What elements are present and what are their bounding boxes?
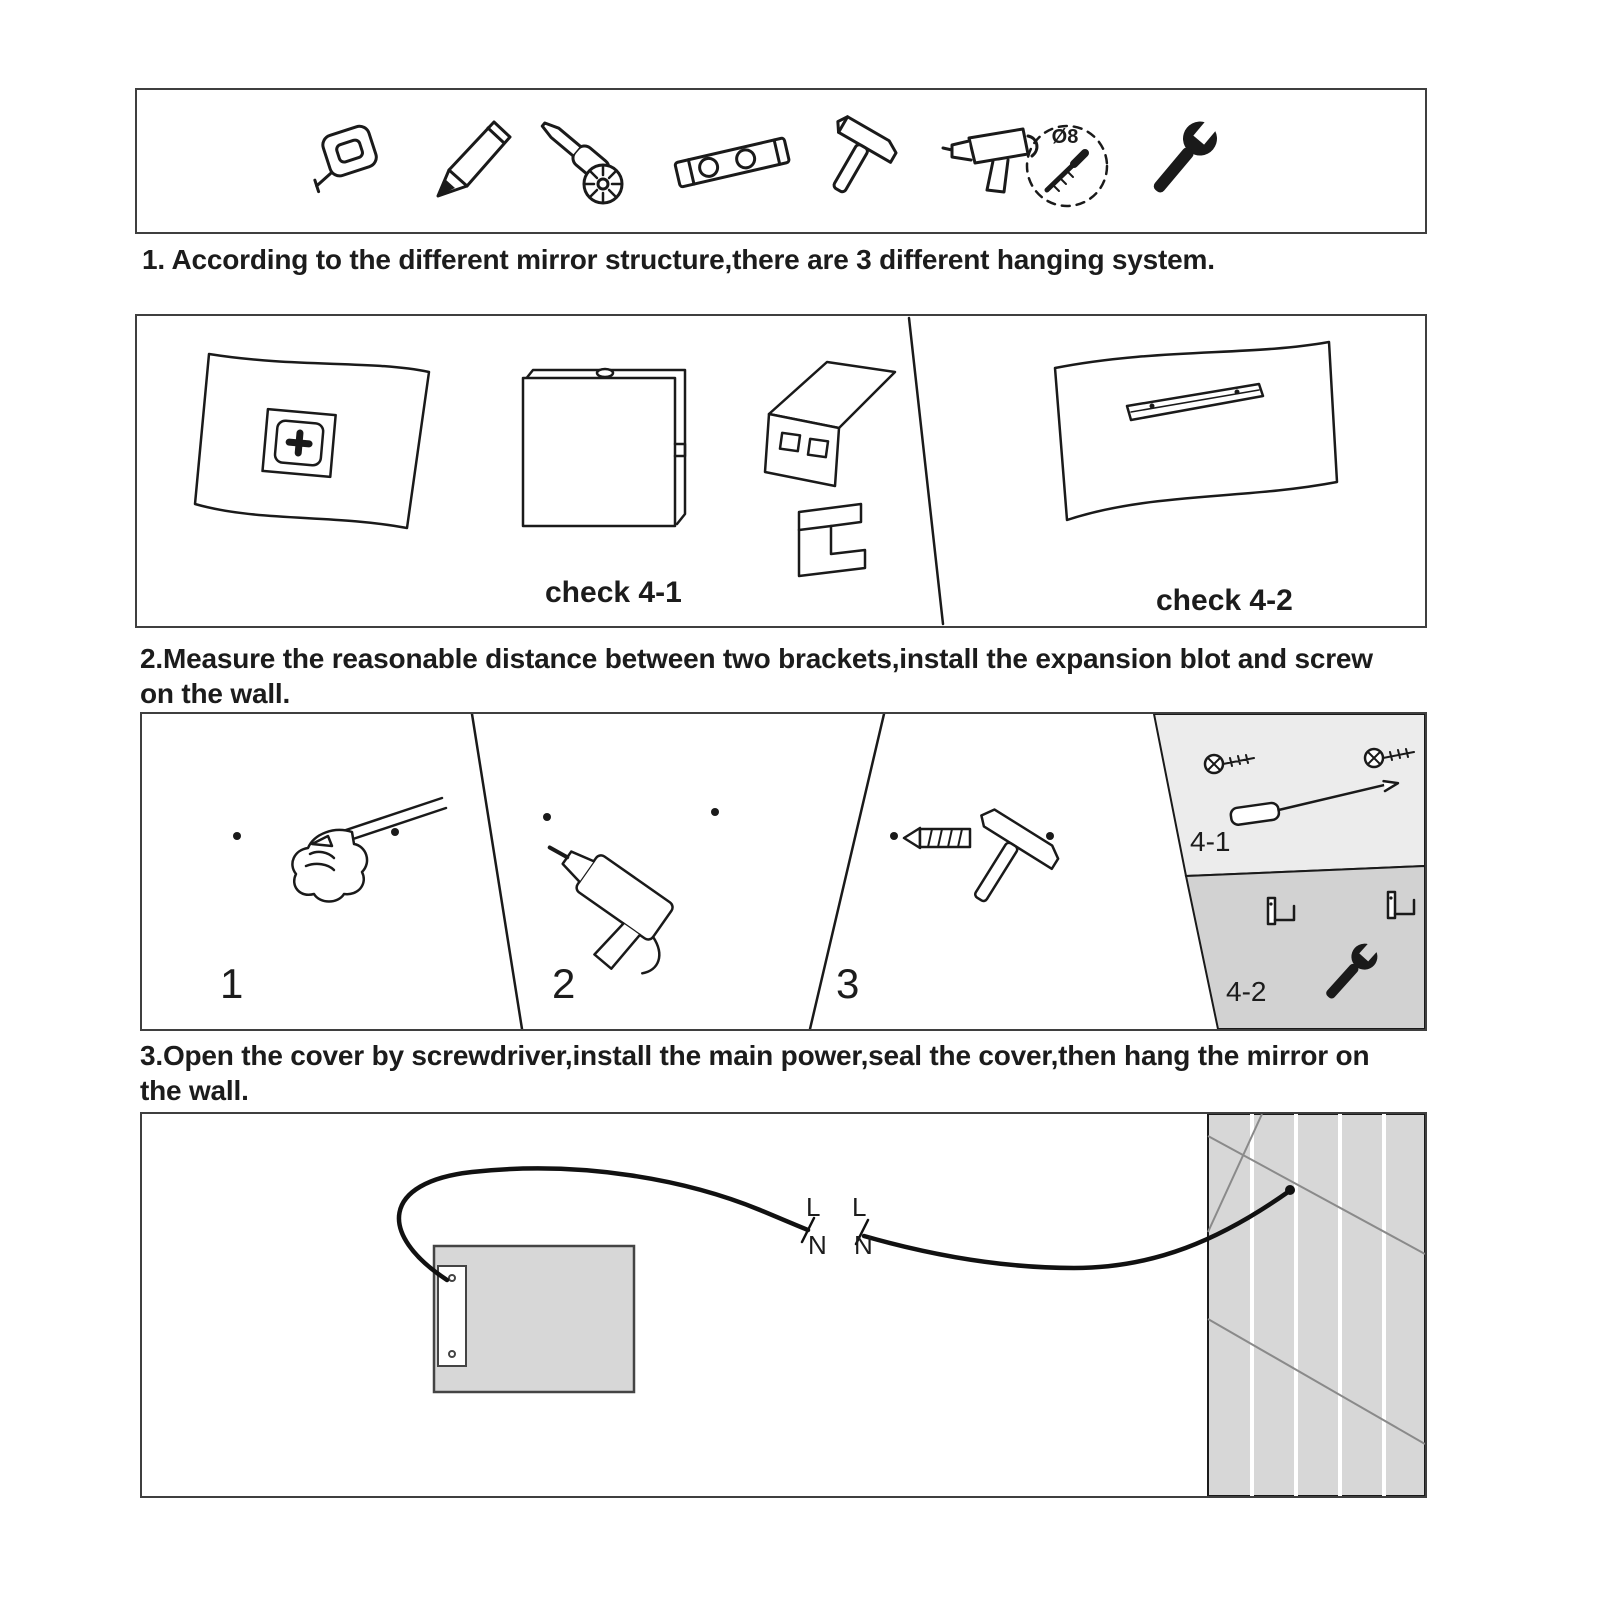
panel-divider-1 [472,714,522,1029]
step3-text-line1: 3.Open the cover by screwdriver,install the main power,seal the cover,then hang the mirror on [140,1040,1370,1071]
mounting-plate-drawing [523,369,685,526]
check-4-1-label: check 4-1 [545,576,682,609]
tools-panel [135,88,1427,234]
check-4-2-label: check 4-2 [1156,584,1293,617]
wall-connection-point [1285,1185,1295,1195]
power-supply-drawing [434,1246,634,1392]
wiring-illustration [142,1114,1425,1496]
wire-label-n-right: N [854,1230,873,1260]
hanging-divider-line [909,318,943,624]
mirror-back-rail-drawing [1055,342,1337,520]
step2-text-line1: 2.Measure the reasonable distance between two brackets,install the expansion blot and screw [140,643,1373,674]
wrench-icon [1143,111,1227,202]
wire-label-n-left: N [808,1230,827,1260]
panel-4-1-number: 4-1 [1190,826,1231,857]
step2-text-line2: on the wall. [140,678,291,709]
drill-bit-size-label: Ø8 [1051,126,1079,148]
tape-measure-icon [303,124,381,192]
power-drill-icon [943,129,1037,192]
step3-text-line2: the wall. [140,1075,249,1106]
tools-illustration [137,90,1425,232]
drilling-drawing [513,808,719,989]
panel-3-number: 3 [836,960,860,1007]
panel-4-2-number: 4-2 [1226,976,1267,1007]
screwdriver-icon [537,115,622,203]
region-4-2 [1186,866,1425,1029]
hammer-icon [808,114,899,206]
pencil-marking-drawing [233,798,446,902]
tiled-wall-drawing [1208,1114,1425,1496]
panel-2-number: 2 [552,960,576,1007]
hanging-systems-panel [135,314,1427,628]
wire-label-l-right: L [852,1192,867,1222]
wiring-panel [140,1112,1427,1498]
spirit-level-icon [675,138,790,188]
anchor-hammer-drawing [890,805,1062,923]
hanging-systems-illustration [137,316,1425,626]
mirror-back-square-bracket-drawing [195,354,429,528]
bracket-drawing [765,362,895,576]
pencil-icon [438,122,510,196]
panel-1-number: 1 [220,960,244,1007]
step1-text: 1. According to the different mirror structure,there are 3 different hanging system. [142,244,1215,275]
wire-label-l-left: L [806,1192,821,1222]
